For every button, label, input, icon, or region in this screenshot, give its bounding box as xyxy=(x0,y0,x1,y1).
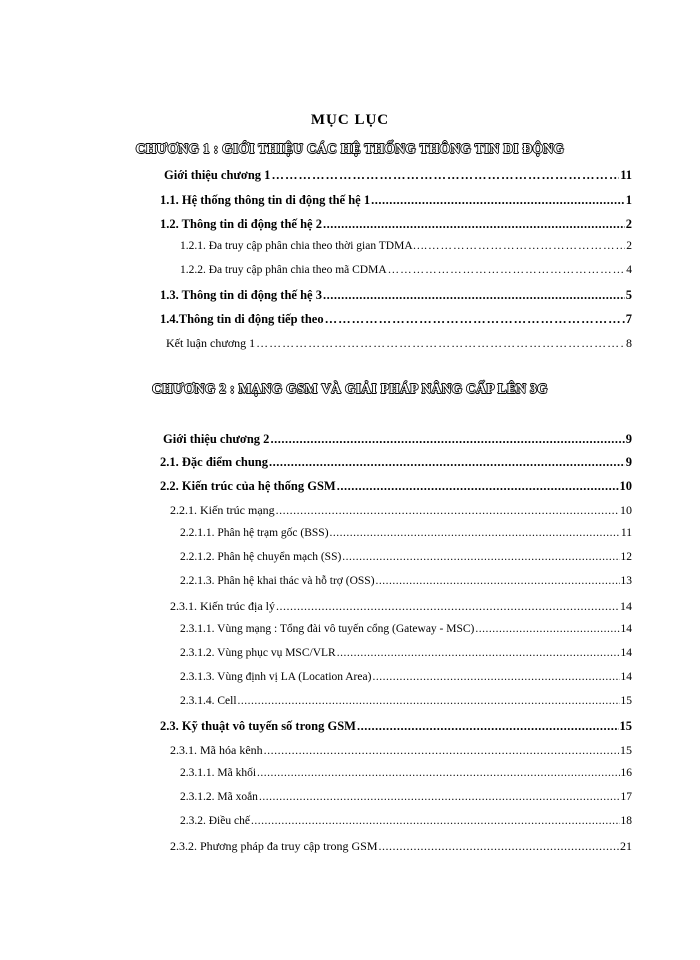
leader-dots xyxy=(257,767,619,779)
toc-entry-label: 2.3.1.1. Mã khối xyxy=(180,767,257,779)
toc-entry[interactable] xyxy=(166,336,632,351)
toc-entry-label: 2.1. Đặc điểm chung xyxy=(160,455,268,469)
toc-entry-page: 15 xyxy=(620,695,632,707)
toc-entry[interactable] xyxy=(164,168,632,183)
toc-entry[interactable] xyxy=(160,193,632,208)
toc-entry-page: 16 xyxy=(620,767,632,779)
toc-entry-page: 8 xyxy=(626,336,632,350)
toc-entry[interactable] xyxy=(180,264,632,276)
leader-dots xyxy=(323,217,625,232)
leader-dots xyxy=(342,551,619,563)
toc-entry-page: 7 xyxy=(625,312,632,326)
leader-dots xyxy=(323,288,625,303)
leader-dots xyxy=(371,193,625,208)
leader-dots xyxy=(325,312,625,327)
leader-dots xyxy=(428,240,625,252)
toc-entry-page: 15 xyxy=(619,719,632,733)
toc-entry-label: 2.3.1.3. Vùng định vị LA (Location Area) xyxy=(180,671,372,683)
toc-entry[interactable] xyxy=(180,767,632,779)
toc-entry[interactable] xyxy=(160,288,632,303)
toc-entry[interactable] xyxy=(163,432,632,447)
toc-entry[interactable] xyxy=(160,719,632,734)
leader-dots xyxy=(379,839,620,854)
leader-dots xyxy=(276,503,619,518)
toc-entry[interactable] xyxy=(170,743,632,758)
leader-dots xyxy=(256,336,625,351)
toc-entry[interactable] xyxy=(180,815,632,827)
toc-entry[interactable] xyxy=(170,839,632,854)
toc-entry-label: 2.3.1.1. Vùng mạng : Tổng đài vô tuyến cổng (Gateway - MSC) xyxy=(180,623,475,635)
leader-dots xyxy=(376,575,620,587)
toc-entry-page: 15 xyxy=(620,743,632,757)
toc-entry[interactable] xyxy=(170,599,632,614)
toc-entry-page: 1 xyxy=(625,193,632,207)
toc-entry-page: 2 xyxy=(625,217,632,231)
toc-entry[interactable] xyxy=(180,623,632,635)
toc-entry-page: 4 xyxy=(626,264,632,276)
toc-entry[interactable] xyxy=(160,479,632,494)
toc-entry-label: 1.2.1. Đa truy cập phân chia theo thời gian TDMA…. xyxy=(180,240,427,252)
toc-entry-label: 2.3.1.2. Vùng phục vụ MSC/VLR xyxy=(180,647,336,659)
toc-entry-page: 12 xyxy=(620,551,632,563)
toc-entry-page: 14 xyxy=(620,671,632,683)
toc-entry[interactable] xyxy=(180,695,632,707)
toc-entry-label: 2.2. Kiến trúc của hệ thống GSM xyxy=(160,479,336,493)
toc-entry-page: 14 xyxy=(620,647,632,659)
leader-dots xyxy=(251,815,620,827)
toc-entry-label: 2.3.1. Mã hóa kênh xyxy=(170,743,263,757)
leader-dots xyxy=(388,264,626,276)
toc-entry-label: 2.3.1.2. Mã xoắn xyxy=(180,791,258,803)
toc-entry[interactable] xyxy=(160,312,632,327)
toc-entry-label: 2.2.1.1. Phân hệ trạm gốc (BSS) xyxy=(180,527,329,539)
toc-entry[interactable] xyxy=(180,240,632,252)
toc-entry-label: 2.2.1.2. Phân hệ chuyển mạch (SS) xyxy=(180,551,342,563)
leader-dots xyxy=(357,719,619,734)
toc-entry-page: 11 xyxy=(620,168,632,182)
toc-entry-page: 14 xyxy=(620,599,632,613)
toc-entry-label: 1.2.2. Đa truy cập phân chia theo mã CDMA xyxy=(180,264,387,276)
toc-entry-page: 10 xyxy=(619,479,632,493)
toc-entry-page: 21 xyxy=(620,839,632,853)
toc-entry[interactable] xyxy=(160,217,632,232)
leader-dots xyxy=(475,623,619,635)
toc-entry-page: 2 xyxy=(626,240,632,252)
page-title: MỤC LỤC xyxy=(310,112,390,128)
leader-dots xyxy=(337,479,619,494)
leader-dots xyxy=(372,671,619,683)
leader-dots xyxy=(337,647,620,659)
leader-dots xyxy=(271,168,619,183)
leader-dots xyxy=(264,743,619,758)
toc-entry-label: 1.2. Thông tin di động thế hệ 2 xyxy=(160,217,322,231)
toc-entry[interactable] xyxy=(180,575,632,587)
toc-entry-label: 2.3.1. Kiến trúc địa lý xyxy=(170,599,275,613)
toc-entry-page: 13 xyxy=(620,575,632,587)
toc-entry[interactable] xyxy=(180,671,632,683)
toc-entry-label: 1.1. Hệ thống thông tin di động thế hệ 1 xyxy=(160,193,371,207)
toc-entry-label: 2.3. Kỹ thuật vô tuyến số trong GSM xyxy=(160,719,356,733)
toc-entry[interactable] xyxy=(180,527,632,539)
chapter-1-heading: CHƯƠNG 1 : GIỚI THIỆU CÁC HỆ THỐNG THÔNG TIN DI ĐỘNG xyxy=(135,141,565,156)
toc-entry-page: 10 xyxy=(620,503,632,517)
leader-dots xyxy=(269,455,625,470)
leader-dots xyxy=(276,599,619,614)
toc-entry-label: 1.4.Thông tin di động tiếp theo xyxy=(160,312,324,326)
toc-entry-page: 14 xyxy=(620,623,632,635)
toc-entry-label: 2.2.1. Kiến trúc mạng xyxy=(170,503,275,517)
toc-entry-page: 18 xyxy=(620,815,632,827)
leader-dots xyxy=(238,695,620,707)
toc-entry-label: 1.3. Thông tin di động thế hệ 3 xyxy=(160,288,322,302)
toc-entry[interactable] xyxy=(170,503,632,518)
toc-entry-label: Kết luận chương 1 xyxy=(166,336,256,350)
toc-entry-label: 2.3.1.4. Cell xyxy=(180,695,237,707)
chapter-2-heading: CHƯƠNG 2 : MẠNG GSM VÀ GIẢI PHÁP NÂNG CẤP LÊN 3G xyxy=(152,381,548,396)
toc-entry-page: 9 xyxy=(625,455,632,469)
toc-entry-label: 2.3.2. Điều chế xyxy=(180,815,250,827)
toc-entry[interactable] xyxy=(160,455,632,470)
toc-entry-page: 17 xyxy=(620,791,632,803)
toc-entry[interactable] xyxy=(180,791,632,803)
leader-dots xyxy=(270,432,624,447)
toc-entry-page: 9 xyxy=(625,432,632,446)
toc-entry-label: Giới thiệu chương 1 xyxy=(164,168,271,182)
toc-entry-label: 2.3.2. Phương pháp đa truy cập trong GSM xyxy=(170,839,378,853)
toc-entry[interactable] xyxy=(180,647,632,659)
leader-dots xyxy=(330,527,620,539)
toc-entry-page: 5 xyxy=(625,288,632,302)
toc-entry-page: 11 xyxy=(620,527,632,539)
toc-entry-label: Giới thiệu chương 2 xyxy=(163,432,270,446)
toc-entry-label: 2.2.1.3. Phân hệ khai thác và hỗ trợ (OSS) xyxy=(180,575,375,587)
leader-dots xyxy=(259,791,620,803)
toc-entry[interactable] xyxy=(180,551,632,563)
